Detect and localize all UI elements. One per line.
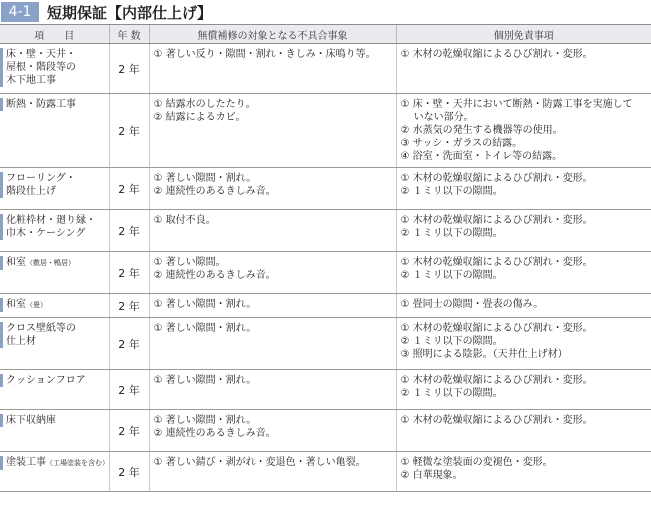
item-line: 化粧枠材・廻り縁・ [6,215,96,226]
item-line: 断熱・防露工事 [6,99,76,110]
table-row [0,168,651,210]
header-defects: 無償補修の対象となる不具合事象 [149,25,396,44]
table-row [0,210,651,252]
row-defects [149,168,396,210]
exemption-line: ① 畳同士の隙間・畳表の傷み。 [400,299,544,310]
defect-line: ② 連続性のあるきしみ音。 [153,428,276,439]
row-defects [149,294,396,318]
item-sub-text: （畳） [26,301,47,309]
row-years: 2 年 [109,410,149,452]
row-exemptions [396,410,651,452]
table-row [0,318,651,370]
table-body [0,44,651,492]
row-item-label [0,172,105,198]
row-years: 2 年 [109,370,149,410]
defect-line: ② 連続性のあるきしみ音。 [153,270,276,281]
row-item-label [0,374,105,387]
row-item-cell [0,168,109,210]
row-exemptions [396,94,651,168]
defect-line: ① 取付不良。 [153,215,216,226]
row-item-label [0,322,105,348]
item-line: 巾木・ケーシング [6,228,86,239]
row-item-cell [0,294,109,318]
header-years: 年 数 [109,25,149,44]
defect-line: ② 結露によるカビ。 [153,112,246,123]
item-line: 階段仕上げ [6,186,56,197]
defect-line: ① 著しい隙間・割れ。 [153,173,257,184]
row-item-cell [0,210,109,252]
table-row [0,94,651,168]
header-exemptions: 個別免責事項 [396,25,651,44]
exemption-line: ① 軽微な塗装面の変褪色・変形。 [400,457,553,468]
row-item-label [0,456,109,470]
exemption-line: ② １ミリ以下の隙間。 [400,228,503,239]
page-title: 短期保証【内部仕上げ】 [47,3,213,22]
row-defects [149,252,396,294]
row-item-label [0,414,105,427]
row-exemptions [396,44,651,94]
row-defects [149,370,396,410]
row-item-label [0,256,105,270]
table-row [0,44,651,94]
item-main-text: 塗装工事 [6,457,46,468]
item-line: 床・壁・天井・ [6,49,76,60]
item-line: 仕上材 [6,336,36,347]
row-exemptions [396,452,651,492]
exemption-line: ① 木材の乾燥収縮によるひび割れ・変形。 [400,323,593,334]
page-header [0,0,651,24]
defect-line: ① 著しい隙間・割れ。 [153,415,257,426]
exemption-line: ① 木材の乾燥収縮によるひび割れ・変形。 [400,215,593,226]
section-badge: 4-1 [1,2,39,22]
exemption-line: ② １ミリ以下の隙間。 [400,186,503,197]
row-defects [149,318,396,370]
row-item-cell [0,410,109,452]
item-line [6,298,105,312]
item-sub-text: （敷居・鴨居） [26,259,75,267]
defect-line: ① 著しい隙間。 [153,257,226,268]
table-row [0,452,651,492]
exemption-line: ① 木材の乾燥収縮によるひび割れ・変形。 [400,415,593,426]
defect-line: ① 著しい隙間・割れ。 [153,323,257,334]
defect-line: ① 著しい隙間・割れ。 [153,375,257,386]
table-row [0,252,651,294]
warranty-table [0,24,651,492]
row-defects [149,44,396,94]
row-years: 2 年 [109,44,149,94]
defect-line: ② 連続性のあるきしみ音。 [153,186,276,197]
row-years: 2 年 [109,318,149,370]
exemption-line: ③ 照明による陰影。（天井仕上げ材） [400,349,568,360]
exemption-line: ① 床・壁・天井において断熱・防露工事を実施して [400,99,633,110]
row-item-cell [0,318,109,370]
defect-line: ① 結露水のしたたり。 [153,99,256,110]
defect-line: ① 著しい錆び・剥がれ・変退色・著しい亀裂。 [153,457,366,468]
row-item-label [0,214,105,240]
item-line: クッションフロア [6,375,86,386]
row-exemptions [396,168,651,210]
row-exemptions [396,370,651,410]
exemption-line: ② １ミリ以下の隙間。 [400,270,503,281]
row-years: 2 年 [109,210,149,252]
item-line: クロス壁紙等の [6,323,76,334]
header-item: 項 目 [0,25,109,44]
table-header-row [0,25,651,44]
row-years: 2 年 [109,168,149,210]
exemption-line: いない部分。 [400,112,474,123]
exemption-line: ② 白華現象。 [400,470,463,481]
exemption-line: ① 木材の乾燥収縮によるひび割れ・変形。 [400,49,593,60]
item-line: 屋根・階段等の [6,62,76,73]
row-item-label [0,48,105,87]
row-item-cell [0,370,109,410]
defect-line: ① 著しい隙間・割れ。 [153,299,257,310]
exemption-line: ① 木材の乾燥収縮によるひび割れ・変形。 [400,257,593,268]
defect-line: ① 著しい反り・隙間・割れ・きしみ・床鳴り等。 [153,49,376,60]
table-row [0,294,651,318]
exemption-line: ② １ミリ以下の隙間。 [400,336,503,347]
row-exemptions [396,318,651,370]
row-exemptions [396,210,651,252]
exemption-line: ① 木材の乾燥収縮によるひび割れ・変形。 [400,375,593,386]
row-defects [149,210,396,252]
exemption-line: ② 水蒸気の発生する機器等の使用。 [400,125,563,136]
row-exemptions [396,252,651,294]
row-item-cell [0,44,109,94]
row-item-cell [0,252,109,294]
row-item-cell [0,452,109,492]
exemption-line: ② １ミリ以下の隙間。 [400,388,503,399]
exemption-line: ③ サッシ・ガラスの結露。 [400,138,523,149]
row-item-label [0,98,105,111]
item-line: 床下収納庫 [6,415,56,426]
item-line [6,256,105,270]
table-row [0,410,651,452]
item-main-text: 和室 [6,257,26,268]
row-years: 2 年 [109,452,149,492]
exemption-line: ① 木材の乾燥収縮によるひび割れ・変形。 [400,173,593,184]
row-item-label [0,298,105,312]
item-line: フローリング・ [6,173,76,184]
table-row [0,370,651,410]
item-line: 木下地工事 [6,75,56,86]
row-exemptions [396,294,651,318]
item-sub-text: （工場塗装を含む） [46,459,109,467]
item-main-text: 和室 [6,299,26,310]
exemption-line: ④ 浴室・洗面室・トイレ等の結露。 [400,151,563,162]
row-defects [149,94,396,168]
row-item-cell [0,94,109,168]
row-years: 2 年 [109,294,149,318]
row-defects [149,452,396,492]
row-years: 2 年 [109,94,149,168]
row-years: 2 年 [109,252,149,294]
row-defects [149,410,396,452]
item-line [6,456,109,470]
